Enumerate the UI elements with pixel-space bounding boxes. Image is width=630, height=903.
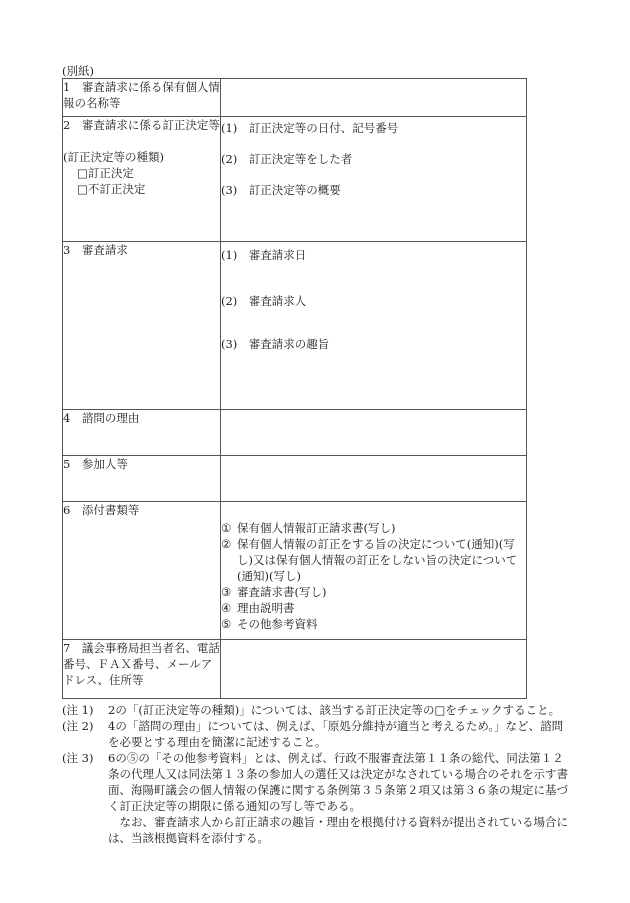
item-number: ② — [221, 537, 232, 551]
item-number: ④ — [221, 601, 232, 615]
table-row — [63, 502, 527, 640]
row-label: 1 審査請求に係る保有個人情報の名称等 — [63, 79, 221, 117]
row-label: 2 審査請求に係る訂正決定等 — [63, 118, 220, 132]
list-item — [221, 536, 526, 584]
attachment-list — [221, 502, 526, 632]
row-field[interactable] — [221, 410, 527, 456]
item-text: 保有個人情報訂正請求書(写し) — [237, 521, 396, 535]
row-field[interactable] — [221, 502, 527, 640]
row-field[interactable] — [221, 640, 527, 699]
row-label: 5 参加人等 — [63, 456, 221, 502]
checkbox-correction-decision[interactable]: □訂正決定 — [77, 166, 134, 180]
row-label: 7 議会事務局担当者名、電話番号、ＦＡＸ番号、メールアドレス、住所等 — [63, 640, 221, 699]
row-label: 6 添付書類等 — [63, 502, 221, 640]
item-text: 保有個人情報の訂正をする旨の決定について(通知)(写し)又は保有個人情報の訂正をしない旨の決定について(通知)(写し) — [237, 537, 518, 583]
item-text: その他参考資料 — [237, 617, 318, 631]
notes-section — [62, 702, 570, 846]
note-text-continued: なお、審査請求人から訂正請求の趣旨・理由を根拠付ける資料が提出されている場合には、当該根拠資料を添付する。 — [108, 815, 568, 845]
table-row — [63, 456, 527, 502]
field-item: (3) 訂正決定等の概要 — [221, 183, 341, 197]
request-form-table — [62, 78, 527, 699]
note-tag: (注 2) — [62, 719, 94, 733]
list-item — [221, 584, 526, 600]
field-item: (2) 審査請求人 — [221, 294, 307, 308]
field-item: (1) 審査請求日 — [221, 248, 307, 262]
row-label: 4 諮問の理由 — [63, 410, 221, 456]
row-field[interactable] — [221, 242, 527, 410]
item-number: ③ — [221, 585, 232, 599]
table-row — [63, 117, 527, 242]
table-row — [63, 79, 527, 117]
attachment-label: (別紙) — [62, 64, 94, 78]
field-item: (1) 訂正決定等の日付、記号番号 — [221, 121, 399, 135]
item-text: 審査請求書(写し) — [237, 585, 327, 599]
list-item — [221, 616, 526, 632]
item-text: 理由説明書 — [237, 601, 295, 615]
field-item: (3) 審査請求の趣旨 — [221, 337, 330, 351]
list-item — [221, 520, 526, 536]
types-heading: (訂正決定等の種類) — [63, 150, 164, 164]
item-number: ① — [221, 521, 232, 535]
item-number: ⑤ — [221, 617, 232, 631]
row-field[interactable] — [221, 456, 527, 502]
note-item — [62, 718, 570, 750]
table-row — [63, 640, 527, 699]
note-item — [62, 750, 570, 846]
note-tag: (注 3) — [62, 751, 94, 765]
note-text: 4の「諮問の理由」については、例えば、「原処分維持が適当と考えるため。」など、諮問を必要とする理由を簡潔に記述すること。 — [108, 719, 564, 749]
row-field[interactable] — [221, 117, 527, 242]
note-body — [108, 750, 570, 846]
table-row — [63, 410, 527, 456]
table-row — [63, 242, 527, 410]
row-field[interactable] — [221, 79, 527, 117]
note-tag: (注 1) — [62, 703, 94, 717]
row-label: 3 審査請求 — [63, 242, 221, 410]
note-item — [62, 702, 570, 718]
row-label-cell — [63, 117, 221, 242]
note-text: 6の⑤の「その他参考資料」とは、例えば、行政不服審査法第１１条の総代、同法第１２条の代理人又は同法第１３条の参加人の選任又は決定がなされている場合のそれを示す書面、海陽町議会の個人情報の保護に関する条例第３５条第２項又は第３６条の規定に基づく訂正決定等の期限に係る通知の写し等である。 — [108, 751, 568, 813]
note-text: 2の「(訂正決定等の種類)」については、該当する訂正決定等の□をチェックすること。 — [108, 703, 561, 717]
field-item: (2) 訂正決定等をした者 — [221, 152, 353, 166]
checkbox-non-correction-decision[interactable]: □不訂正決定 — [77, 182, 146, 196]
list-item — [221, 600, 526, 616]
